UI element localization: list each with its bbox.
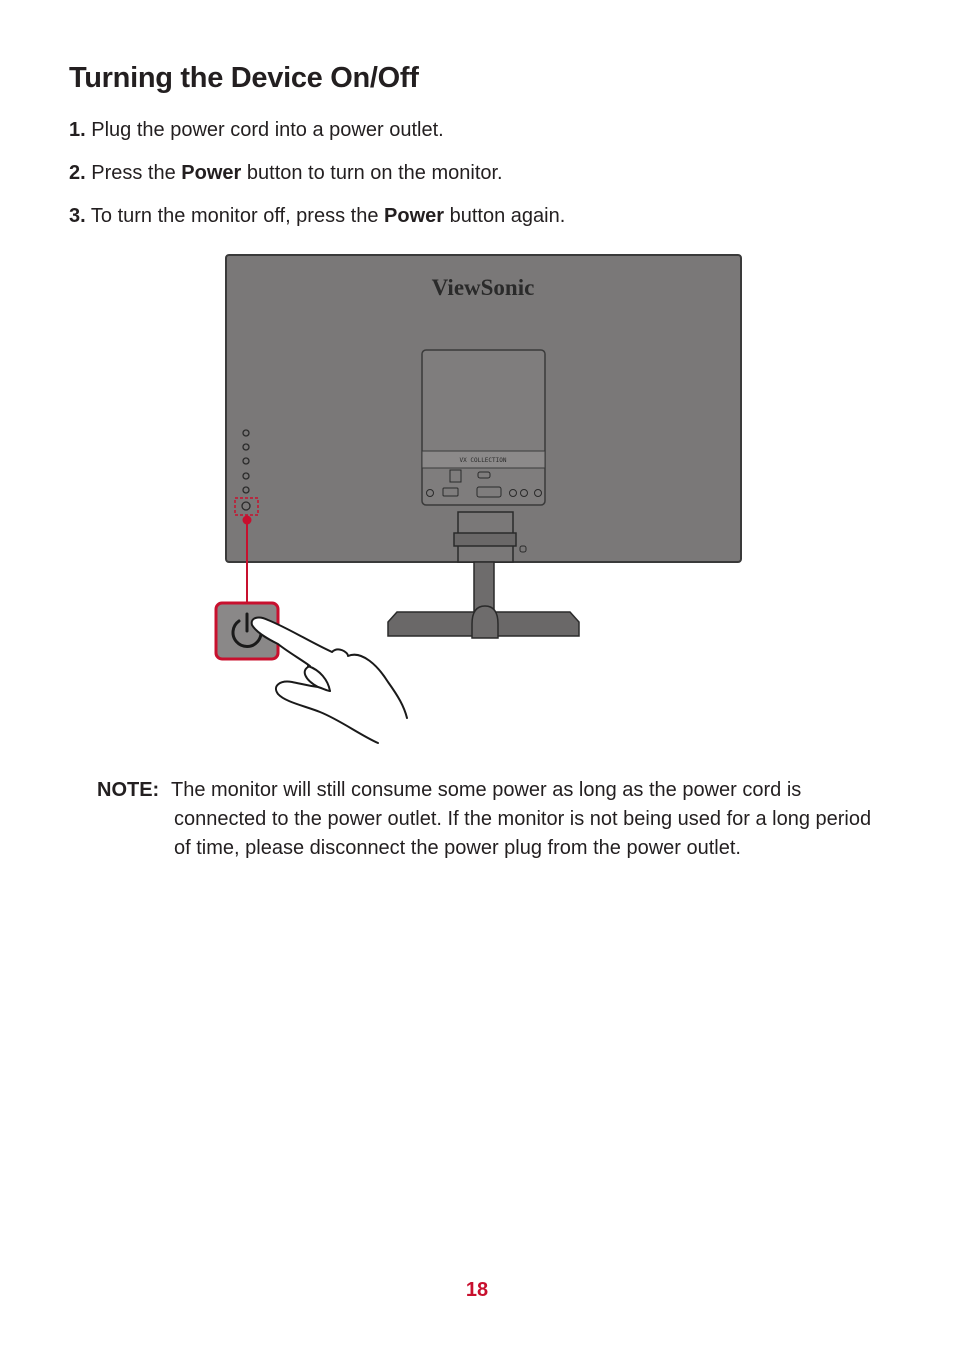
step-text: Plug the power cord into a power outlet. — [91, 119, 444, 141]
hand-icon — [252, 618, 407, 743]
step-bold-term: Power — [181, 162, 242, 184]
step-text: To turn the monitor off, press the — [90, 205, 385, 227]
step-text: button to turn on the monitor. — [241, 162, 503, 184]
step-number: 1. — [69, 119, 86, 141]
step-text: Press the — [91, 162, 182, 184]
page-number: 18 — [465, 1279, 489, 1301]
step-3 — [69, 202, 565, 230]
note-text: The monitor will still consume some power as long as the power cord is connected to the power outlet. If the monitor is not being used for a long period of time, please disconnect the power plug from the power outlet. — [171, 779, 872, 859]
panel-label: VX COLLECTION — [459, 457, 507, 464]
note-label: NOTE: — [97, 779, 160, 801]
step-2 — [69, 159, 565, 187]
step-1 — [69, 116, 565, 144]
page-title: Turning the Device On/Off — [69, 62, 419, 94]
steps-list — [69, 116, 565, 245]
step-bold-term: Power — [384, 205, 445, 227]
note-block — [97, 776, 877, 863]
brand-logo: ViewSonic — [431, 275, 535, 300]
step-text: button again. — [444, 205, 566, 227]
step-number: 2. — [69, 162, 86, 184]
monitor-illustration — [210, 250, 750, 755]
step-number: 3. — [69, 205, 86, 227]
